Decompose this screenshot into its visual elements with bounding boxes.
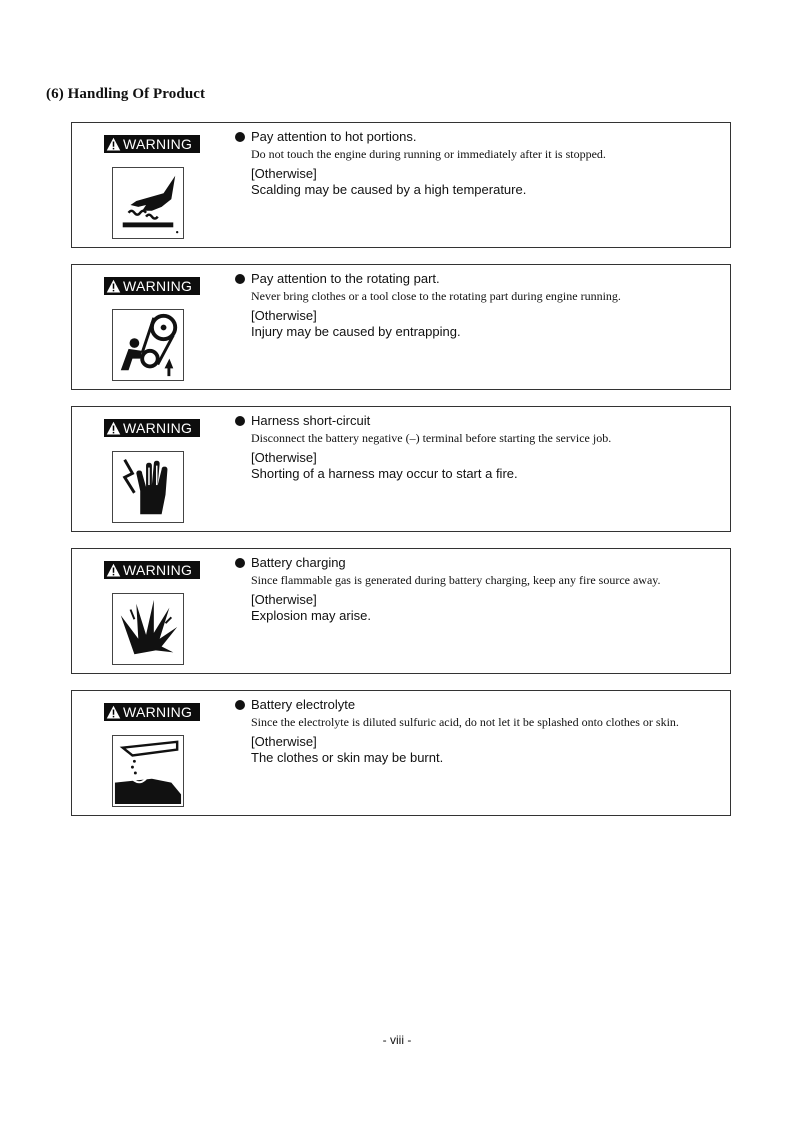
warning-result: Scalding may be caused by a high temperature. — [251, 182, 527, 197]
otherwise-label: [Otherwise] — [251, 592, 317, 607]
warning-badge-label: WARNING — [123, 136, 193, 152]
entanglement-icon — [112, 309, 184, 381]
warning-headline: Harness short-circuit — [251, 413, 371, 428]
warning-result: Explosion may arise. — [251, 608, 371, 623]
warning-headline: Pay attention to the rotating part. — [251, 271, 440, 286]
bullet-icon — [235, 558, 245, 568]
warning-panel — [71, 690, 731, 816]
warning-panel — [71, 548, 731, 674]
warning-headline: Battery charging — [251, 555, 346, 570]
warning-result: Injury may be caused by entrapping. — [251, 324, 461, 339]
warning-panel — [71, 264, 731, 390]
warning-badge — [104, 277, 200, 295]
bullet-icon — [235, 700, 245, 710]
hot-surface-icon — [112, 167, 184, 239]
warning-result: Shorting of a harness may occur to start a fire. — [251, 466, 518, 481]
warning-detail: Since the electrolyte is diluted sulfuric acid, do not let it be splashed onto clothes or skin. — [251, 715, 679, 729]
warning-detail: Never bring clothes or a tool close to the rotating part during engine running. — [251, 289, 621, 303]
bullet-icon — [235, 274, 245, 284]
otherwise-label: [Otherwise] — [251, 734, 317, 749]
explosion-icon — [112, 593, 184, 665]
bullet-icon — [235, 416, 245, 426]
warning-detail: Disconnect the battery negative (–) terminal before starting the service job. — [251, 431, 612, 445]
warning-triangle-icon — [106, 137, 121, 152]
warning-triangle-icon — [106, 421, 121, 436]
corrosive-icon — [112, 735, 184, 807]
warning-panel — [71, 122, 731, 248]
warning-badge-label: WARNING — [123, 278, 193, 294]
warning-badge-label: WARNING — [123, 420, 193, 436]
warning-badge — [104, 419, 200, 437]
warning-badge — [104, 135, 200, 153]
electric-shock-icon — [112, 451, 184, 523]
warning-triangle-icon — [106, 279, 121, 294]
warning-result: The clothes or skin may be burnt. — [251, 750, 444, 765]
warning-triangle-icon — [106, 705, 121, 720]
bullet-icon — [235, 132, 245, 142]
warning-detail: Since flammable gas is generated during battery charging, keep any fire source away. — [251, 573, 661, 587]
warning-badge-label: WARNING — [123, 704, 193, 720]
warning-headline: Pay attention to hot portions. — [251, 129, 417, 144]
otherwise-label: [Otherwise] — [251, 308, 317, 323]
warning-badge — [104, 561, 200, 579]
page-number: - viii - — [382, 1033, 412, 1047]
warning-triangle-icon — [106, 563, 121, 578]
warning-headline: Battery electrolyte — [251, 697, 356, 712]
otherwise-label: [Otherwise] — [251, 450, 317, 465]
warning-badge-label: WARNING — [123, 562, 193, 578]
warning-badge — [104, 703, 200, 721]
section-title: (6) Handling Of Product — [46, 86, 206, 102]
otherwise-label: [Otherwise] — [251, 166, 317, 181]
warning-panel — [71, 406, 731, 532]
warning-detail: Do not touch the engine during running or immediately after it is stopped. — [251, 147, 606, 161]
